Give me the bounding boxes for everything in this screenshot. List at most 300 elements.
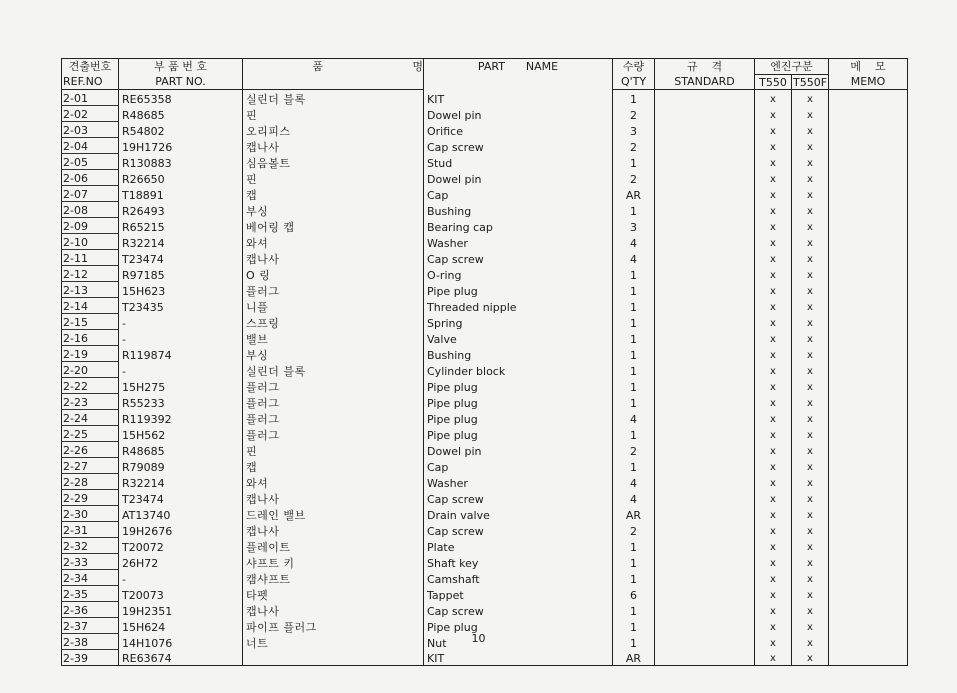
standard-cell <box>655 122 755 138</box>
ref-no-cell: 2-27 <box>62 458 119 474</box>
qty-cell: 1 <box>613 554 655 570</box>
engine-t550-cell: x <box>755 442 792 458</box>
qty-cell: 4 <box>613 410 655 426</box>
part-name-cell: Bushing <box>424 346 613 362</box>
engine-t550-cell: x <box>755 346 792 362</box>
qty-cell: 1 <box>613 378 655 394</box>
qty-header-en: Q'TY <box>613 75 655 90</box>
memo-cell <box>829 314 908 330</box>
standard-cell <box>655 394 755 410</box>
memo-cell <box>829 90 908 106</box>
korean-name-cell: 캡 <box>243 458 424 474</box>
korean-name-cell: 너트 <box>243 634 424 650</box>
engine-t550f-cell: x <box>792 234 829 250</box>
standard-cell <box>655 490 755 506</box>
korean-name-cell: 캡나사 <box>243 522 424 538</box>
ref-no-cell: 2-20 <box>62 362 119 378</box>
engine-t550-cell: x <box>755 410 792 426</box>
ref-no-cell: 2-22 <box>62 378 119 394</box>
table-row <box>62 122 908 138</box>
engine-t550-cell: x <box>755 154 792 170</box>
part-no-cell: - <box>119 570 243 586</box>
part-name-cell: Cap screw <box>424 602 613 618</box>
qty-header-kr: 수량 <box>613 59 655 75</box>
part-name-cell: Bushing <box>424 202 613 218</box>
qty-cell: 1 <box>613 538 655 554</box>
part-name-cell: Pipe plug <box>424 282 613 298</box>
engine-t550-cell: x <box>755 282 792 298</box>
engine-t550f-cell: x <box>792 314 829 330</box>
korean-name-cell: 캡나사 <box>243 490 424 506</box>
part-name-cell: Cap screw <box>424 490 613 506</box>
ref-no-cell: 2-13 <box>62 282 119 298</box>
engine-t550f-cell: x <box>792 458 829 474</box>
ref-no-cell: 2-04 <box>62 138 119 154</box>
engine-t550f-cell: x <box>792 122 829 138</box>
part-name-cell: Drain valve <box>424 506 613 522</box>
engine-t550-cell: x <box>755 330 792 346</box>
engine-t550f-cell: x <box>792 298 829 314</box>
qty-cell: 1 <box>613 458 655 474</box>
memo-cell <box>829 266 908 282</box>
part-no-cell: AT13740 <box>119 506 243 522</box>
engine-t550-cell: x <box>755 90 792 106</box>
table-row <box>62 106 908 122</box>
memo-cell <box>829 250 908 266</box>
standard-cell <box>655 282 755 298</box>
table-row <box>62 410 908 426</box>
ref-no-cell: 2-15 <box>62 314 119 330</box>
korean-name-cell: 캡나사 <box>243 138 424 154</box>
table-row <box>62 298 908 314</box>
korean-name-cell: 와셔 <box>243 474 424 490</box>
engine-t550f-cell: x <box>792 106 829 122</box>
korean-name-cell: 실린더 블록 <box>243 90 424 106</box>
part-no-cell: T18891 <box>119 186 243 202</box>
memo-cell <box>829 394 908 410</box>
standard-cell <box>655 330 755 346</box>
engine-t550-header: T550 <box>755 75 792 90</box>
table-row <box>62 522 908 538</box>
memo-cell <box>829 378 908 394</box>
table-row <box>62 314 908 330</box>
engine-t550f-cell: x <box>792 330 829 346</box>
table-row <box>62 186 908 202</box>
memo-cell <box>829 154 908 170</box>
korean-name-cell: 밸브 <box>243 330 424 346</box>
engine-t550-cell: x <box>755 506 792 522</box>
memo-cell <box>829 506 908 522</box>
engine-t550f-cell: x <box>792 282 829 298</box>
table-row <box>62 394 908 410</box>
part-no-cell: 15H623 <box>119 282 243 298</box>
standard-cell <box>655 106 755 122</box>
korean-name-cell: 스프링 <box>243 314 424 330</box>
ref-no-cell: 2-10 <box>62 234 119 250</box>
memo-cell <box>829 138 908 154</box>
korean-name-cell: 와셔 <box>243 234 424 250</box>
part-name-cell: Cap <box>424 186 613 202</box>
memo-cell <box>829 474 908 490</box>
korean-name-cell: 플러그 <box>243 282 424 298</box>
part-name-cell: Tappet <box>424 586 613 602</box>
korean-name-cell: 플러그 <box>243 426 424 442</box>
qty-cell: 1 <box>613 394 655 410</box>
korean-name-cell: 플레이트 <box>243 538 424 554</box>
memo-cell <box>829 602 908 618</box>
engine-t550-cell: x <box>755 650 792 666</box>
qty-cell: 4 <box>613 490 655 506</box>
parts-table <box>61 58 908 666</box>
memo-header-en: MEMO <box>829 75 908 90</box>
part-name-cell: Cap <box>424 458 613 474</box>
part-no-cell: R32214 <box>119 234 243 250</box>
engine-t550-cell: x <box>755 314 792 330</box>
table-row <box>62 602 908 618</box>
table-row <box>62 202 908 218</box>
part-name-cell: Cap screw <box>424 138 613 154</box>
qty-cell: AR <box>613 186 655 202</box>
ref-no-cell: 2-35 <box>62 586 119 602</box>
korean-name-cell: 핀 <box>243 442 424 458</box>
ref-no-cell: 2-05 <box>62 154 119 170</box>
table-row <box>62 506 908 522</box>
part-no-cell: R55233 <box>119 394 243 410</box>
standard-cell <box>655 586 755 602</box>
part-no-cell: 19H2351 <box>119 602 243 618</box>
engine-t550f-cell: x <box>792 650 829 666</box>
qty-cell: AR <box>613 650 655 666</box>
engine-t550-cell: x <box>755 250 792 266</box>
ref-no-cell: 2-26 <box>62 442 119 458</box>
engine-t550f-cell: x <box>792 554 829 570</box>
standard-cell <box>655 650 755 666</box>
part-name-cell: Cap screw <box>424 522 613 538</box>
table-row <box>62 170 908 186</box>
standard-cell <box>655 554 755 570</box>
part-no-cell: T20072 <box>119 538 243 554</box>
standard-header-kr: 규 격 <box>655 59 755 75</box>
table-row <box>62 426 908 442</box>
memo-cell <box>829 442 908 458</box>
korean-name-cell: 캡나사 <box>243 602 424 618</box>
memo-cell <box>829 458 908 474</box>
ref-no-header-en: REF.NO <box>62 75 119 90</box>
ref-no-cell: 2-23 <box>62 394 119 410</box>
qty-cell: 1 <box>613 602 655 618</box>
engine-t550f-cell: x <box>792 602 829 618</box>
ref-no-cell: 2-24 <box>62 410 119 426</box>
qty-cell: 1 <box>613 362 655 378</box>
part-no-cell: R130883 <box>119 154 243 170</box>
table-row <box>62 266 908 282</box>
qty-cell: 1 <box>613 266 655 282</box>
ref-no-cell: 2-03 <box>62 122 119 138</box>
korean-name-cell: 심음볼트 <box>243 154 424 170</box>
memo-cell <box>829 490 908 506</box>
engine-t550-cell: x <box>755 474 792 490</box>
part-name-cell: Shaft key <box>424 554 613 570</box>
ref-no-cell: 2-30 <box>62 506 119 522</box>
engine-t550-cell: x <box>755 170 792 186</box>
ref-no-cell: 2-31 <box>62 522 119 538</box>
korean-name-cell: 드레인 밸브 <box>243 506 424 522</box>
memo-cell <box>829 298 908 314</box>
part-no-cell: 19H2676 <box>119 522 243 538</box>
part-no-cell: T23474 <box>119 250 243 266</box>
engine-t550-cell: x <box>755 138 792 154</box>
part-name-cell: Washer <box>424 234 613 250</box>
korean-name-cell: 플러그 <box>243 410 424 426</box>
memo-cell <box>829 362 908 378</box>
ref-no-cell: 2-14 <box>62 298 119 314</box>
part-no-cell: 14H1076 <box>119 634 243 650</box>
ref-no-cell: 2-06 <box>62 170 119 186</box>
ref-no-cell: 2-33 <box>62 554 119 570</box>
memo-header-kr: 메 모 <box>829 59 908 75</box>
engine-t550-cell: x <box>755 298 792 314</box>
qty-cell: 2 <box>613 522 655 538</box>
part-no-cell: R65215 <box>119 218 243 234</box>
qty-cell: 1 <box>613 314 655 330</box>
korean-name-cell: 핀 <box>243 170 424 186</box>
part-no-cell: - <box>119 362 243 378</box>
standard-cell <box>655 362 755 378</box>
part-name-cell: Cap screw <box>424 250 613 266</box>
ref-no-cell: 2-37 <box>62 618 119 634</box>
table-row <box>62 154 908 170</box>
engine-t550-cell: x <box>755 426 792 442</box>
qty-cell: 1 <box>613 298 655 314</box>
engine-t550f-cell: x <box>792 218 829 234</box>
engine-t550f-cell: x <box>792 378 829 394</box>
standard-cell <box>655 506 755 522</box>
engine-t550f-cell: x <box>792 618 829 634</box>
engine-t550-cell: x <box>755 234 792 250</box>
engine-t550-cell: x <box>755 266 792 282</box>
part-no-cell: 15H562 <box>119 426 243 442</box>
qty-cell: 4 <box>613 234 655 250</box>
engine-t550f-cell: x <box>792 570 829 586</box>
table-row <box>62 474 908 490</box>
qty-cell: 3 <box>613 122 655 138</box>
part-no-cell: 26H72 <box>119 554 243 570</box>
engine-t550f-cell: x <box>792 490 829 506</box>
engine-t550-cell: x <box>755 570 792 586</box>
korean-name-cell: 캡나사 <box>243 250 424 266</box>
engine-t550f-cell: x <box>792 538 829 554</box>
engine-t550-cell: x <box>755 554 792 570</box>
ref-no-cell: 2-19 <box>62 346 119 362</box>
qty-cell: 1 <box>613 634 655 650</box>
standard-cell <box>655 250 755 266</box>
memo-cell <box>829 234 908 250</box>
standard-cell <box>655 410 755 426</box>
table-row <box>62 250 908 266</box>
engine-t550f-cell: x <box>792 362 829 378</box>
korean-name-cell: 니플 <box>243 298 424 314</box>
engine-t550-cell: x <box>755 186 792 202</box>
table-body <box>62 90 908 666</box>
standard-cell <box>655 602 755 618</box>
standard-cell <box>655 90 755 106</box>
ref-no-cell: 2-12 <box>62 266 119 282</box>
memo-cell <box>829 282 908 298</box>
part-name-cell: Pipe plug <box>424 618 613 634</box>
engine-t550f-cell: x <box>792 186 829 202</box>
memo-cell <box>829 106 908 122</box>
part-no-cell: - <box>119 330 243 346</box>
qty-cell: 3 <box>613 218 655 234</box>
part-name-cell: Dowel pin <box>424 170 613 186</box>
table-row <box>62 330 908 346</box>
table-row <box>62 234 908 250</box>
standard-cell <box>655 154 755 170</box>
part-name-cell: Dowel pin <box>424 106 613 122</box>
part-no-cell: R48685 <box>119 106 243 122</box>
table-header <box>62 59 908 90</box>
korean-name-cell: 부싱 <box>243 346 424 362</box>
standard-cell <box>655 138 755 154</box>
qty-cell: 1 <box>613 618 655 634</box>
memo-cell <box>829 218 908 234</box>
standard-cell <box>655 458 755 474</box>
part-name-cell: Plate <box>424 538 613 554</box>
part-no-cell: T20073 <box>119 586 243 602</box>
engine-type-header: 엔진구분 <box>755 59 829 75</box>
ref-no-cell: 2-28 <box>62 474 119 490</box>
part-name-cell: Pipe plug <box>424 394 613 410</box>
ref-no-cell: 2-01 <box>62 90 119 106</box>
standard-cell <box>655 346 755 362</box>
qty-cell: 2 <box>613 442 655 458</box>
korean-name-cell: 샤프트 키 <box>243 554 424 570</box>
engine-t550-cell: x <box>755 634 792 650</box>
part-name-cell: Threaded nipple <box>424 298 613 314</box>
memo-cell <box>829 186 908 202</box>
page-number: 10 <box>471 632 486 645</box>
memo-cell <box>829 122 908 138</box>
part-no-cell: 15H275 <box>119 378 243 394</box>
part-no-cell: - <box>119 314 243 330</box>
qty-cell: AR <box>613 506 655 522</box>
ref-no-cell: 2-32 <box>62 538 119 554</box>
memo-cell <box>829 410 908 426</box>
korean-name-cell: 베어링 캡 <box>243 218 424 234</box>
part-no-cell: 15H624 <box>119 618 243 634</box>
ref-no-cell: 2-36 <box>62 602 119 618</box>
qty-cell: 1 <box>613 426 655 442</box>
standard-cell <box>655 298 755 314</box>
part-name-cell: Pipe plug <box>424 410 613 426</box>
engine-t550-cell: x <box>755 618 792 634</box>
part-name-cell: Pipe plug <box>424 426 613 442</box>
standard-cell <box>655 218 755 234</box>
part-name-cell: Spring <box>424 314 613 330</box>
part-no-cell: R26650 <box>119 170 243 186</box>
ref-no-cell: 2-16 <box>62 330 119 346</box>
table-row <box>62 378 908 394</box>
name-kr-header <box>243 59 424 75</box>
qty-cell: 1 <box>613 330 655 346</box>
qty-cell: 1 <box>613 346 655 362</box>
table-row <box>62 282 908 298</box>
name-kr-header-2: 명 <box>412 60 423 74</box>
part-name-cell: Stud <box>424 154 613 170</box>
part-no-cell: R32214 <box>119 474 243 490</box>
engine-t550-cell: x <box>755 362 792 378</box>
part-name-cell: Pipe plug <box>424 378 613 394</box>
korean-name-cell: 파이프 플러그 <box>243 618 424 634</box>
korean-name-cell: 타펫 <box>243 586 424 602</box>
engine-t550f-cell: x <box>792 90 829 106</box>
korean-name-cell <box>243 650 424 666</box>
table-row <box>62 138 908 154</box>
part-name-cell: Camshaft <box>424 570 613 586</box>
table-row <box>62 442 908 458</box>
qty-cell: 1 <box>613 202 655 218</box>
part-no-cell: R48685 <box>119 442 243 458</box>
standard-cell <box>655 170 755 186</box>
engine-t550f-cell: x <box>792 202 829 218</box>
standard-cell <box>655 314 755 330</box>
korean-name-cell: 실린더 블록 <box>243 362 424 378</box>
standard-cell <box>655 234 755 250</box>
engine-t550-cell: x <box>755 490 792 506</box>
part-no-header-en: PART NO. <box>119 75 243 90</box>
engine-t550f-cell: x <box>792 410 829 426</box>
memo-cell <box>829 346 908 362</box>
standard-cell <box>655 266 755 282</box>
part-no-cell: T23435 <box>119 298 243 314</box>
engine-t550f-cell: x <box>792 634 829 650</box>
standard-cell <box>655 186 755 202</box>
standard-cell <box>655 378 755 394</box>
table-row <box>62 346 908 362</box>
table-row <box>62 218 908 234</box>
engine-t550-cell: x <box>755 202 792 218</box>
ref-no-cell: 2-29 <box>62 490 119 506</box>
memo-cell <box>829 426 908 442</box>
ref-no-cell: 2-02 <box>62 106 119 122</box>
name-kr-header-blank <box>243 75 424 90</box>
table-row <box>62 490 908 506</box>
part-name-cell: Nut <box>424 634 613 650</box>
qty-cell: 4 <box>613 250 655 266</box>
engine-t550-cell: x <box>755 394 792 410</box>
standard-header-en: STANDARD <box>655 75 755 90</box>
part-name-cell: KIT <box>424 650 613 666</box>
standard-cell <box>655 538 755 554</box>
engine-t550-cell: x <box>755 122 792 138</box>
qty-cell: 2 <box>613 106 655 122</box>
table-row <box>62 458 908 474</box>
part-no-cell: R26493 <box>119 202 243 218</box>
ref-no-cell: 2-38 <box>62 634 119 650</box>
part-no-cell: R54802 <box>119 122 243 138</box>
qty-cell: 2 <box>613 138 655 154</box>
table-row <box>62 538 908 554</box>
engine-t550f-header: T550F <box>792 75 828 89</box>
table-row <box>62 586 908 602</box>
part-name-cell: Washer <box>424 474 613 490</box>
engine-t550f-cell: x <box>792 506 829 522</box>
table-row <box>62 362 908 378</box>
engine-t550f-cell: x <box>792 394 829 410</box>
engine-t550f-cell: x <box>792 442 829 458</box>
ref-no-cell: 2-39 <box>62 650 119 666</box>
part-name-cell: Bearing cap <box>424 218 613 234</box>
